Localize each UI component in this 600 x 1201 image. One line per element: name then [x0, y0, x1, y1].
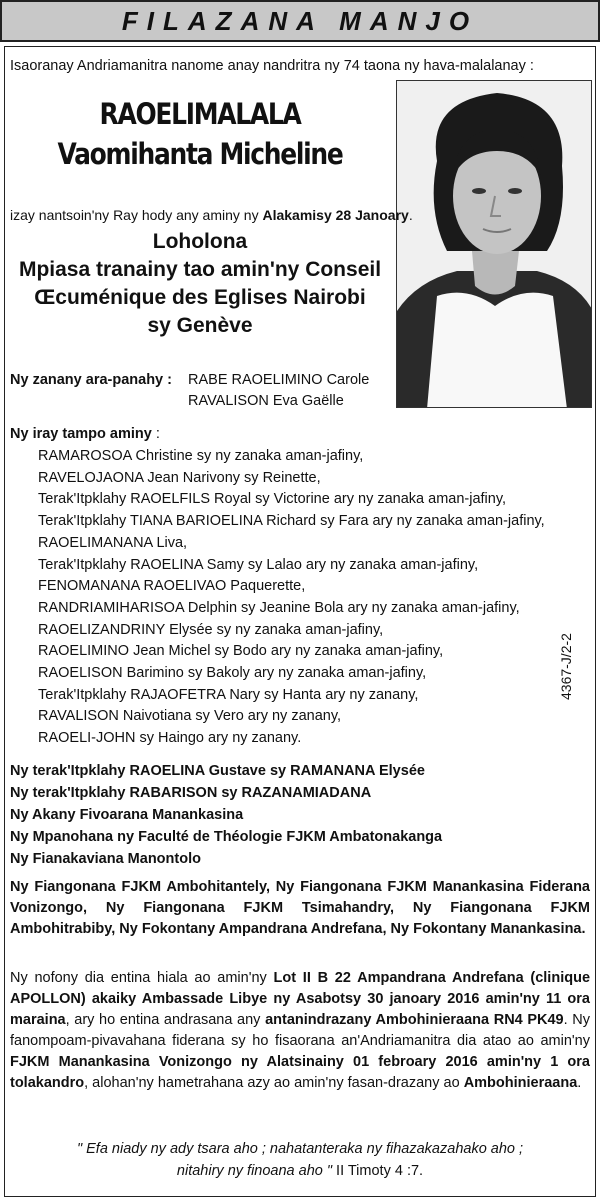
funeral-paragraph	[10, 968, 590, 1094]
deceased-surname: RAOELIMALALA	[99, 97, 301, 131]
portrait-illustration	[397, 81, 592, 408]
portrait-photo	[396, 80, 592, 408]
quote-reference: II Timoty 4 :7.	[332, 1163, 424, 1179]
quote-text: nitahiry ny finoana aho "	[176, 1163, 333, 1179]
family-lines	[10, 760, 442, 870]
list-item: RAVELOJAONA Jean Narivony sy Reinette,	[38, 469, 321, 486]
list-item: RAMAROSOA Christine sy ny zanaka aman-jafiny,	[38, 448, 364, 464]
funeral-destination: antanindrazany Ambohinieraana RN4 PK49	[265, 1012, 564, 1028]
list-item: Terak'Itpklahy RAOELINA Samy sy Lalao ary ny zanaka aman-jafiny,	[38, 556, 479, 573]
org-line: sy Genève	[147, 314, 253, 337]
bible-quote	[10, 1138, 590, 1182]
list-item: RAOELIMINO Jean Michel sy Bodo ary ny zanaka aman-jafiny,	[38, 643, 444, 660]
child-name: RABE RAOELIMINO Carole	[188, 372, 370, 388]
siblings-heading	[10, 424, 160, 445]
family-line: Ny Fianakaviana Manontolo	[10, 851, 201, 867]
header-banner	[0, 0, 600, 42]
family-line: Ny terak'Itpklahy RABARISON sy RAZANAMIADANA	[10, 785, 372, 801]
siblings-label-suffix: :	[151, 426, 160, 442]
header-title: FILAZANA MANJO	[121, 5, 479, 36]
list-item: RANDRIAMIHARISOA Delphin sy Jeanine Bola ary ny zanaka aman-jafiny,	[38, 599, 520, 616]
list-item: RAOELISON Barimino sy Bakoly ary ny zanaka aman-jafiny,	[38, 665, 427, 682]
service-details: FJKM Manankasina Vonizongo ny Alatsinainy 01 febroary 2016 amin'ny 1 ora tolakandro	[10, 1054, 590, 1091]
family-line: Ny Akany Fivoarana Manankasina	[10, 807, 244, 823]
deceased-given-names: Vaomihanta Micheline	[57, 137, 343, 171]
quote-line1: " Efa niady ny ady tsara aho ; nahatanteraka ny fihazakazahako aho ;	[76, 1141, 524, 1157]
org-line: Mpiasa tranainy tao amin'ny Conseil	[18, 258, 382, 281]
funeral-text: Ny nofony dia entina hiala ao amin'ny	[10, 970, 274, 986]
death-date: Alakamisy 28 Janoary	[262, 207, 409, 223]
siblings-list	[38, 446, 545, 750]
funeral-text: , ary ho entina andrasana any	[65, 1012, 266, 1028]
family-line: Ny terak'Itpklahy RAOELINA Gustave sy RAMANANA Elysée	[10, 763, 425, 779]
list-item: RAVALISON Naivotiana sy Vero ary ny zanany,	[38, 708, 342, 725]
funeral-text: .	[577, 1075, 582, 1091]
death-announcement	[10, 207, 413, 223]
list-item: Terak'Itpklahy TIANA BARIOELINA Richard sy Fara ary ny zanaka aman-jafiny,	[38, 513, 545, 530]
siblings-label: Ny iray tampo aminy	[10, 426, 152, 442]
funeral-location: Lot II B 22 Ampandrana Andrefana (clinique APOLLON) akaiky Ambassade Libye ny Asabotsy 30 janoary 2016 amin'ny 11 ora maraina	[10, 970, 591, 1028]
death-suffix: .	[408, 207, 413, 223]
list-item: Terak'Itpklahy RAJAOFETRA Nary sy Hanta ary ny zanany,	[38, 686, 419, 703]
org-line: Œcuménique des Eglises Nairobi	[34, 286, 366, 309]
list-item: RAOELIMANANA Liva,	[38, 534, 188, 551]
funeral-text: . Ny fanompoam-pivavahana fiderana sy ho fisaorana an'Andriamanitra dia atao ao amin'ny	[10, 1012, 590, 1049]
funeral-text: , alohan'ny hametrahana azy ao amin'ny fasan-drazany ao	[84, 1075, 464, 1091]
churches-paragraph: Ny Fiangonana FJKM Ambohitantely, Ny Fiangonana FJKM Manankasina Fiderana Vonizongo, Ny Fiangonana FJKM Tsimahandry, Ny Fiangonana FJKM Ambohitrabiby, Ny Fokontany Ampandrana Andrefana, Ny Fokontany Manankasina.	[10, 879, 590, 937]
quote-line2	[10, 1160, 590, 1182]
family-line: Ny Mpanohana ny Faculté de Théologie FJKM Ambatonakanga	[10, 829, 443, 845]
list-item: Terak'Itpklahy RAOELFILS Royal sy Victorine ary ny zanaka aman-jafiny,	[38, 491, 507, 508]
org-line: Loholona	[152, 230, 248, 253]
child-name: RAVALISON Eva Gaëlle	[188, 393, 344, 409]
list-item: RAOELI-JOHN sy Haingo ary ny zanany.	[38, 730, 302, 747]
organisation-block	[0, 228, 400, 340]
list-item: RAOELIZANDRINY Elysée sy ny zanaka aman-jafiny,	[38, 621, 384, 638]
death-prefix: izay nantsoin'ny Ray hody any aminy ny	[10, 207, 263, 223]
burial-place: Ambohinieraana	[463, 1075, 578, 1091]
reference-code: 4367-J/2-2	[558, 633, 574, 700]
children-label: Ny zanany ara-panahy :	[10, 372, 172, 388]
list-item: FENOMANANA RAOELIVAO Paquerette,	[38, 578, 306, 595]
intro-text: Isaoranay Andriamanitra nanome anay nandritra ny 74 taona ny hava-malalanay :	[10, 58, 534, 74]
